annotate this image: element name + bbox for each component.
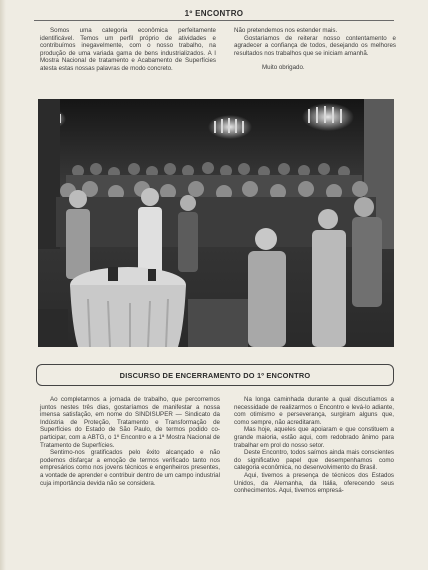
paragraph: Mas hoje, aqueles que apoiaram e que constituem a grande maioria, estão aqui, com redobrado ânimo para trabalhar em prol do nosso setor. [234, 426, 394, 449]
paragraph: Somos uma categoria econômica perfeitamente identificável. Temos um perfil próprio de atividades e contribuímos inegavelmente, com o nosso trabalho, na produção de uma variada gama de bens industrializados. A I Mostra Nacional de tratamento e Acabamento de Superfícies atesta estas nossas palavras de modo concreto. [40, 27, 216, 72]
section-heading-box [36, 364, 394, 386]
page-header-title: 1º ENCONTRO [184, 9, 244, 18]
top-right-column [234, 27, 396, 72]
header-divider [34, 20, 394, 21]
paragraph: Na longa caminhada durante a qual discutíamos a necessidade de realizarmos o Encontro e levá-lo adiante, com otimismo e perseverança, surgiram alguns que, como sempre, não acreditaram. [234, 396, 394, 426]
closing-line: Muito obrigado. [262, 64, 305, 72]
section-title: DISCURSO DE ENCERRAMENTO DO 1º ENCONTRO [119, 370, 311, 380]
bottom-left-column [40, 396, 220, 487]
table [70, 267, 186, 347]
paragraph: Ao completarmos a jornada de trabalho, que percorremos juntos nestes três dias, gostaríamos de manifestar a nossa imensa satisfação, em nome do SINDISUPER — Sindicato da Indústria de Proteção, Tratamento e Transformação de Superfícies do Estado de São Paulo, de termos podido co-participar, com a ABTG, o 1º Encontro e a 1ª Mostra Nacional de Tratamento de Superfícies. [40, 396, 220, 449]
chandelier-right [302, 103, 354, 131]
paragraph: Aqui, tivemos a presença de técnicos dos Estados Unidos, da Alemanha, da Itália, oferecendo seus conhecimentos. Aqui, tivemos empresá- [234, 471, 394, 495]
paragraph: Deste Encontro, todos saímos ainda mais conscientes do significativo papel que desempenhamos como categoria econômica, no desenvolvimento do Brasil. [234, 449, 394, 472]
paragraph: Sentimo-nos gratificados pelo êxito alcançado e não podemos disfarçar a emoção de termos verificado tanto nos empresários como nos jovens técnicos e engenheiros presentes, a vontade de aprender e contribuir dentro de um campo industrial cuja importância devida não se considera. [40, 449, 220, 487]
event-audience-photo [38, 99, 394, 347]
bottom-right-column [234, 396, 394, 495]
paragraph: Não pretendemos nos estender mais. [234, 27, 338, 34]
paragraph: Gostaríamos de reiterar nosso contentamento e agradecer a confiança de todos, desejando os melhores resultados nos trabalhos que se iniciam amanhã. [234, 34, 396, 57]
page-fold-shadow [0, 0, 6, 570]
chandelier-center [208, 115, 252, 139]
photo-illustration [38, 99, 394, 347]
top-left-column [40, 27, 216, 73]
